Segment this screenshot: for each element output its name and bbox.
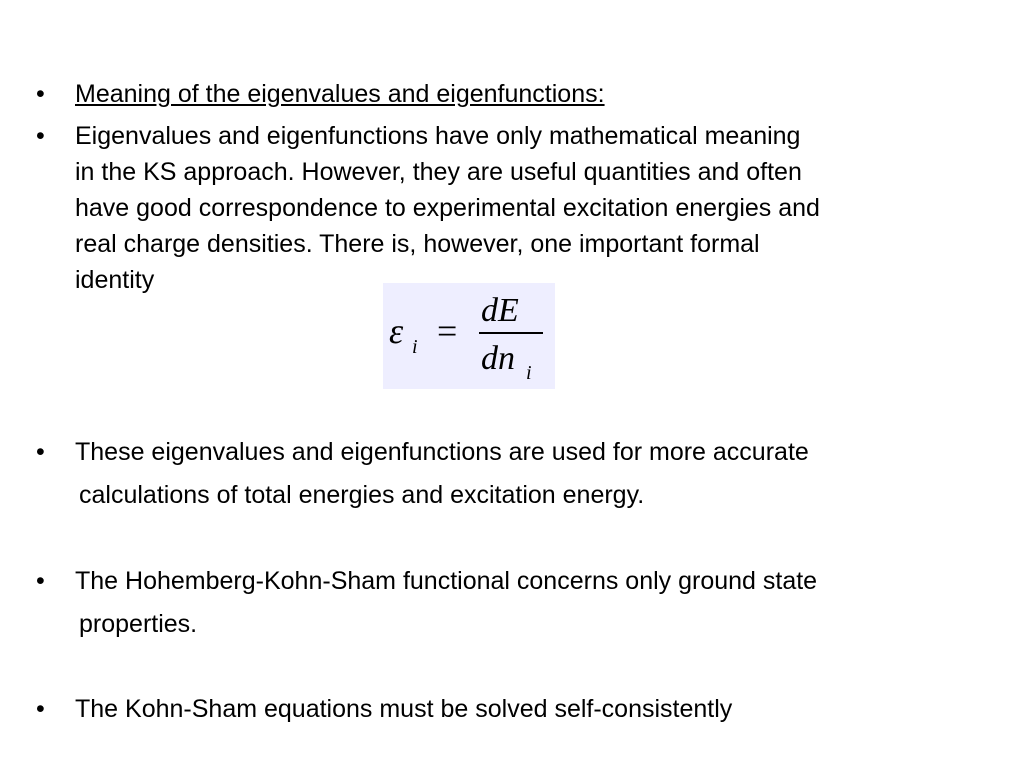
bullet-marker: • — [36, 695, 45, 723]
paragraph-line: properties. — [79, 610, 198, 638]
paragraph-line: These eigenvalues and eigenfunctions are used for more accurate — [75, 438, 809, 466]
paragraph-line: calculations of total energies and excitation energy. — [79, 481, 645, 509]
bullet-marker: • — [36, 567, 45, 595]
paragraph-line: The Hohemberg-Kohn-Sham functional concerns only ground state — [75, 567, 818, 595]
formula-numerator: dE — [481, 292, 519, 329]
paragraph-line: Eigenvalues and eigenfunctions have only mathematical meaning — [75, 122, 801, 150]
bullet-marker: • — [36, 80, 45, 108]
bullet-marker: • — [36, 122, 45, 150]
paragraph-line: real charge densities. There is, however, one important formal — [75, 230, 760, 258]
formula-equation — [383, 283, 555, 389]
paragraph-line: The Kohn-Sham equations must be solved self-consistently — [75, 695, 733, 723]
paragraph-line: in the KS approach. However, they are useful quantities and often — [75, 158, 802, 186]
formula-denominator: dn — [481, 340, 515, 377]
formula-lhs-subscript: i — [412, 336, 418, 358]
formula-denominator-subscript: i — [526, 362, 532, 384]
bullet-marker: • — [36, 438, 45, 466]
formula-epsilon: ε — [389, 311, 404, 351]
formula-box — [383, 283, 555, 389]
paragraph-line: identity — [75, 266, 155, 294]
formula-equals: = — [437, 311, 458, 351]
paragraph-line: have good correspondence to experimental excitation energies and — [75, 194, 820, 222]
section-heading: Meaning of the eigenvalues and eigenfunctions: — [75, 80, 605, 108]
